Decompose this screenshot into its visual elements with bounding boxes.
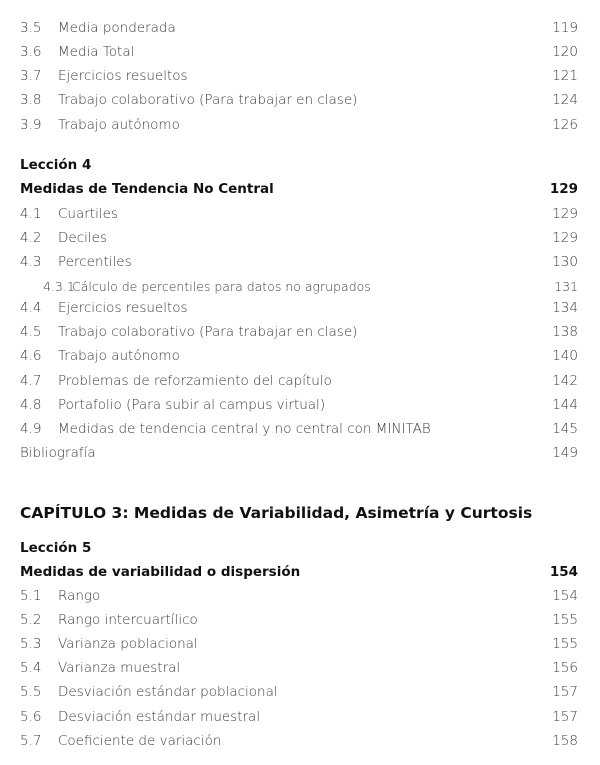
entry-title: Coeficiente de variación <box>58 733 222 749</box>
entry-number: 3.7 <box>20 68 42 84</box>
page-number: 144 <box>552 397 578 413</box>
page-number: 134 <box>552 300 578 316</box>
entry-title: Ejercicios resueltos <box>58 68 188 84</box>
page-number: 138 <box>552 324 578 340</box>
entry-number: 5.5 <box>20 684 42 700</box>
toc-item-row <box>0 681 600 703</box>
toc-chapter-row <box>0 502 600 524</box>
page-number: 157 <box>552 684 578 700</box>
toc-item-row <box>0 321 600 343</box>
entry-number: 3.8 <box>20 92 42 108</box>
entry-title: Portafolio (Para subir al campus virtual) <box>58 397 326 413</box>
entry-number: 4.9 <box>20 421 42 437</box>
entry-number: 3.6 <box>20 44 42 60</box>
toc-item-row <box>0 17 600 39</box>
entry-title: Trabajo autónomo <box>58 348 180 364</box>
entry-title: Varianza poblacional <box>58 636 198 652</box>
entry-number: 3.9 <box>20 117 42 133</box>
entry-title: Ejercicios resueltos <box>58 300 188 316</box>
entry-title: Lección 4 <box>20 157 92 173</box>
entry-number: 5.3 <box>20 636 42 652</box>
toc-item-row <box>0 203 600 225</box>
page-number: 129 <box>552 230 578 246</box>
entry-title: Desviación estándar poblacional <box>58 684 278 700</box>
toc-item-row <box>0 251 600 273</box>
toc-heading-row <box>0 561 600 583</box>
toc-item-row <box>0 114 600 136</box>
page-number: 126 <box>552 117 578 133</box>
toc-item-row <box>0 633 600 655</box>
page-number: 140 <box>552 348 578 364</box>
page-number: 155 <box>552 636 578 652</box>
page-number: 157 <box>552 709 578 725</box>
entry-number: 5.1 <box>20 588 42 604</box>
entry-number: 5.7 <box>20 733 42 749</box>
entry-title: Medidas de tendencia central y no central con MINITAB <box>58 421 431 437</box>
entry-number: 3.5 <box>20 20 42 36</box>
entry-title: Cuartiles <box>58 206 118 222</box>
entry-title: Deciles <box>58 230 107 246</box>
entry-number: 4.6 <box>20 348 42 364</box>
entry-title: Desviación estándar muestral <box>58 709 261 725</box>
page-number: 129 <box>552 206 578 222</box>
entry-number: 4.3 <box>20 254 42 270</box>
toc-lesson-row <box>0 154 600 176</box>
entry-title: Lección 5 <box>20 540 92 556</box>
toc-item-row <box>0 297 600 319</box>
toc-item-row <box>0 227 600 249</box>
page-number: 119 <box>552 20 578 36</box>
entry-number: 5.6 <box>20 709 42 725</box>
entry-title: Media Total <box>58 44 135 60</box>
page-number: 129 <box>549 181 578 197</box>
entry-title: CAPÍTULO 3: Medidas de Variabilidad, Asimetría y Curtosis <box>20 504 533 522</box>
entry-number: 4.3.1 <box>43 279 75 294</box>
toc-plain-row <box>0 442 600 464</box>
page-number: 145 <box>552 421 578 437</box>
entry-title: Medidas de variabilidad o dispersión <box>20 564 301 580</box>
entry-number: 4.8 <box>20 397 42 413</box>
toc-item-row <box>0 89 600 111</box>
toc-item-row <box>0 730 600 752</box>
page-number: 130 <box>552 254 578 270</box>
entry-number: 4.4 <box>20 300 42 316</box>
entry-number: 4.5 <box>20 324 42 340</box>
toc-item-row <box>0 345 600 367</box>
toc-sub-row <box>0 276 600 298</box>
toc-lesson-row <box>0 537 600 559</box>
toc-item-row <box>0 65 600 87</box>
toc-item-row <box>0 370 600 392</box>
entry-number: 5.4 <box>20 660 42 676</box>
page-number: 154 <box>549 564 578 580</box>
page-number: 155 <box>552 612 578 628</box>
entry-title: Problemas de reforzamiento del capítulo <box>58 373 332 389</box>
toc-item-row <box>0 418 600 440</box>
entry-title: Percentiles <box>58 254 132 270</box>
page-number: 154 <box>552 588 578 604</box>
page-number: 142 <box>552 373 578 389</box>
toc-item-row <box>0 585 600 607</box>
entry-title: Media ponderada <box>58 20 176 36</box>
entry-number: 4.7 <box>20 373 42 389</box>
entry-number: 4.2 <box>20 230 42 246</box>
toc-heading-row <box>0 178 600 200</box>
page-number: 124 <box>552 92 578 108</box>
entry-title: Rango intercuartílico <box>58 612 198 628</box>
entry-title: Trabajo colaborativo (Para trabajar en clase) <box>58 92 358 108</box>
entry-title: Medidas de Tendencia No Central <box>20 181 274 197</box>
page-number: 156 <box>552 660 578 676</box>
entry-title: Bibliografía <box>20 445 96 461</box>
toc-item-row <box>0 394 600 416</box>
entry-title: Varianza muestral <box>58 660 181 676</box>
toc-item-row <box>0 41 600 63</box>
page-number: 131 <box>554 279 578 294</box>
toc-item-row <box>0 609 600 631</box>
entry-title: Cálculo de percentiles para datos no agrupados <box>72 279 371 294</box>
entry-title: Trabajo colaborativo (Para trabajar en clase) <box>58 324 358 340</box>
page-number: 149 <box>552 445 578 461</box>
page-number: 120 <box>552 44 578 60</box>
entry-number: 4.1 <box>20 206 42 222</box>
entry-title: Trabajo autónomo <box>58 117 180 133</box>
entry-number: 5.2 <box>20 612 42 628</box>
toc-item-row <box>0 657 600 679</box>
entry-title: Rango <box>58 588 101 604</box>
page-number: 158 <box>552 733 578 749</box>
page-number: 121 <box>552 68 578 84</box>
toc-item-row <box>0 706 600 728</box>
